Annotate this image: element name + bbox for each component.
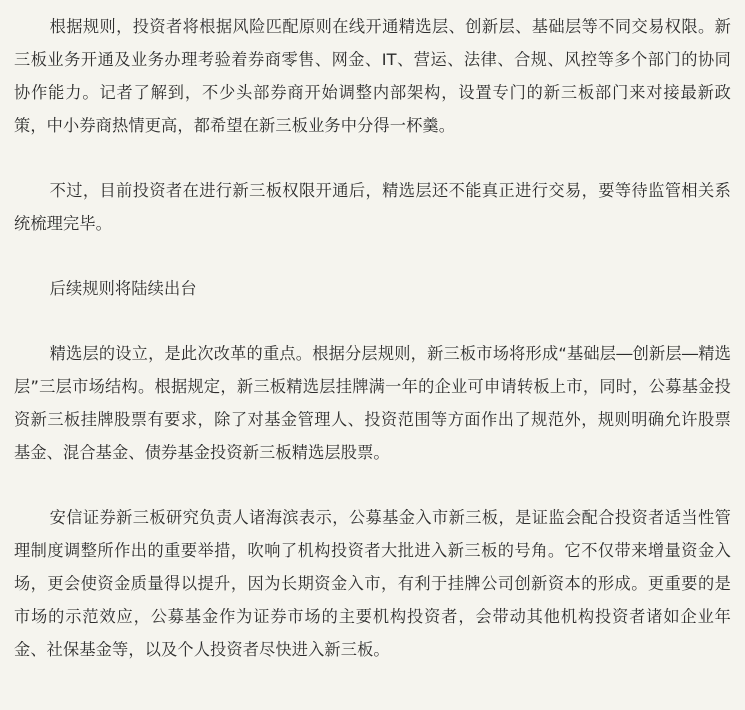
paragraph-analyst-quote: 安信证券新三板研究负责人诸海滨表示，公募基金入市新三板，是证监会配合投资者适当性管理制度调整所作出的重要举措，吹响了机构投资者大批进入新三板的号角。它不仅带来增量资金入场，更会使资金质量得以提升，因为长期资金入市，有利于挂牌公司创新资本的形成。更重要的是市场的示范效应，公募基金作为证券市场的主要机构投资者，会带动其他机构投资者诸如企业年金、社保基金等，以及个人投资者尽快进入新三板。: [14, 508, 731, 659]
paragraph-spacer: [14, 469, 731, 501]
section-subheading: 后续规则将陆续出台: [49, 279, 197, 298]
paragraph-trading-permissions: 根据规则，投资者将根据风险匹配原则在线开通精选层、创新层、基础层等不同交易权限。新三板业务开通及业务办理考验着券商零售、网金、IT、营运、法律、合规、风控等多个部门的协同协作能力。记者了解到，不少头部券商开始调整内部架构，设置专门的新三板部门来对接最新政策，中小券商热情更高，都希望在新三板业务中分得一杯羹。: [14, 17, 731, 135]
paragraph-spacer: [14, 240, 731, 272]
paragraph-spacer: [14, 142, 731, 174]
paragraph-select-tier-not-trading: 不过，目前投资者在进行新三板权限开通后，精选层还不能真正进行交易，要等待监管相关系统梳理完毕。: [14, 181, 731, 233]
paragraph-spacer: [14, 305, 731, 337]
paragraph-select-tier-setup: 精选层的设立，是此次改革的重点。根据分层规则，新三板市场将形成“基础层―创新层―精选层”三层市场结构。根据规定，新三板精选层挂牌满一年的企业可申请转板上市，同时，公募基金投资新三板挂牌股票有要求，除了对基金管理人、投资范围等方面作出了规范外，规则明确允许股票基金、混合基金、债券基金投资新三板精选层股票。: [14, 344, 731, 462]
